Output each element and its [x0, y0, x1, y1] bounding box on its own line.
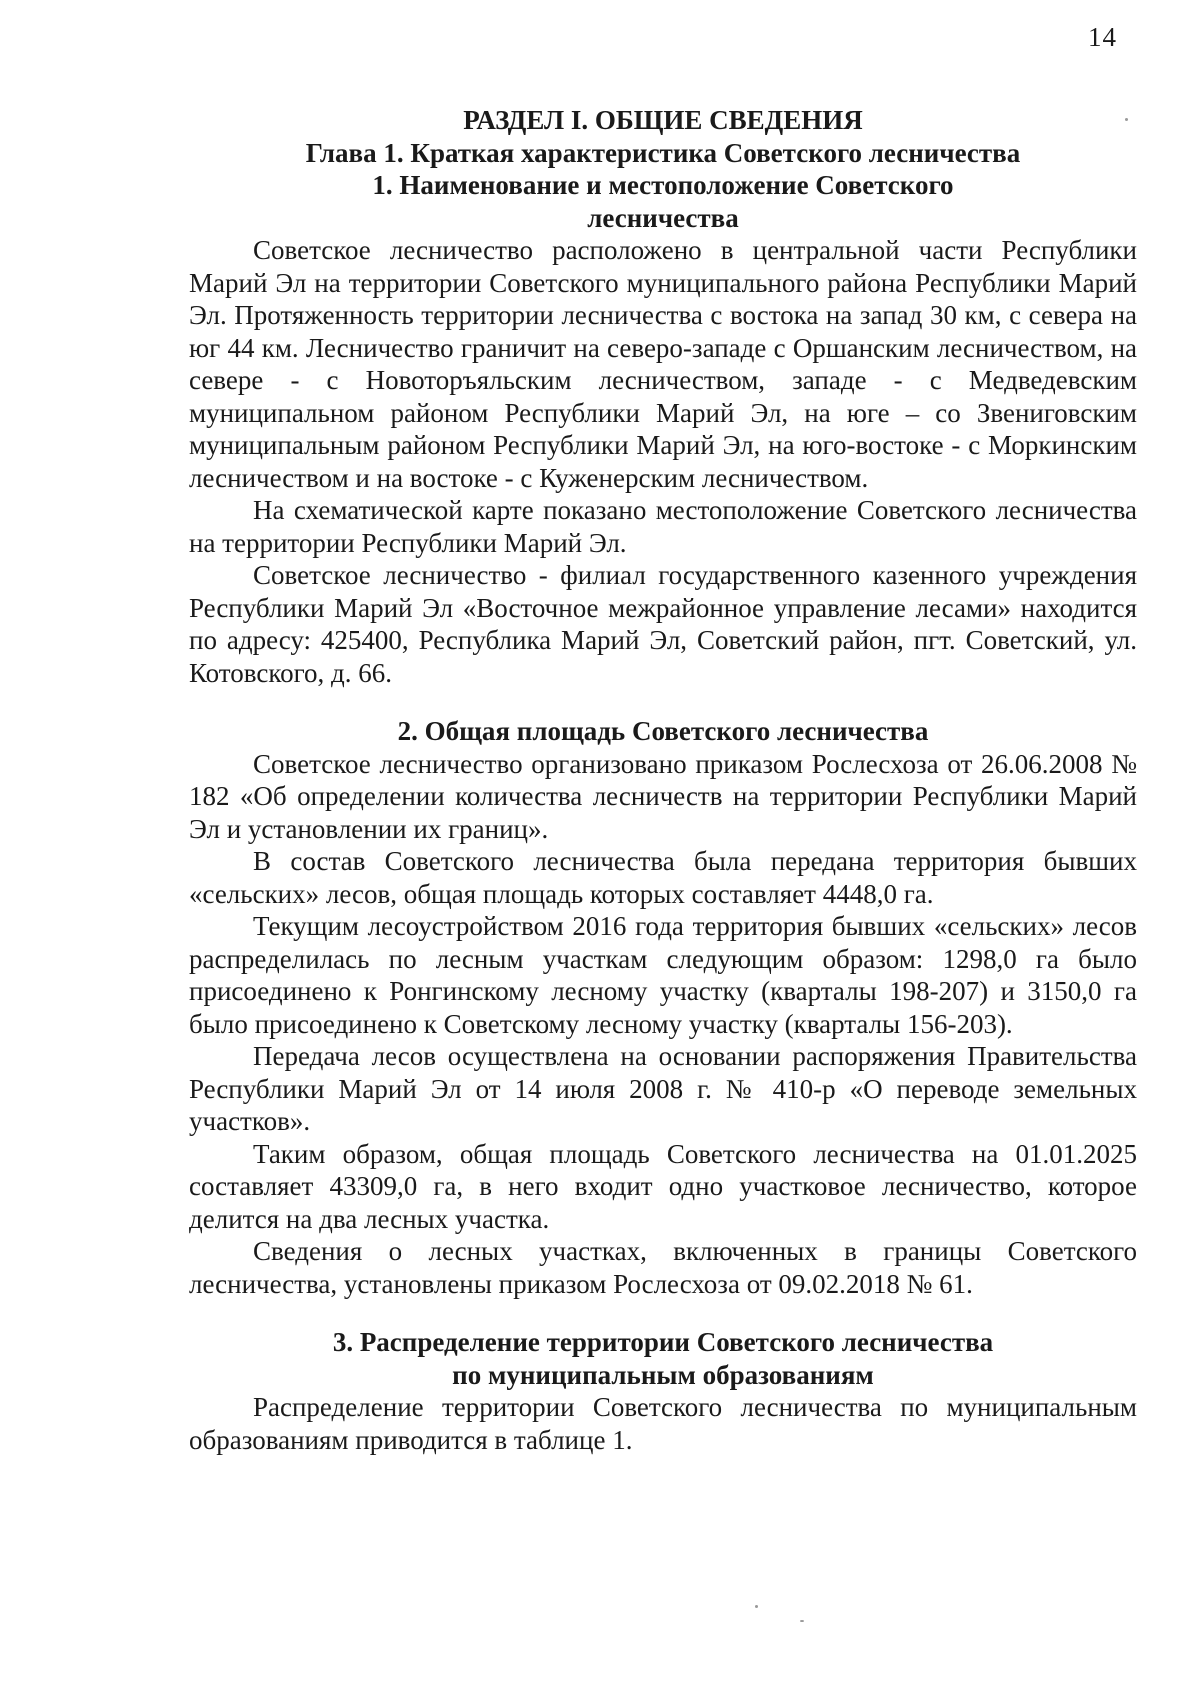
paragraph-total-area: Таким образом, общая площадь Советского лесничества на 01.01.2025 составляет 43309,0 га, в него входит одно участковое лесничество, которое делится на два лесных участка. [189, 1138, 1137, 1234]
paragraph-municipal-distribution: Распределение территории Советского лесничества по муниципальным образованиям приводится в таблице 1. [189, 1392, 1137, 1455]
paragraph-transfer: Передача лесов осуществлена на основании распоряжения Правительства Республики Марий Эл от 14 июля 2008 г. № 410-р «О переводе земельных участков». [189, 1041, 1137, 1136]
subsection-1-heading-line-2: лесничества [587, 202, 739, 233]
document-body [189, 104, 1137, 1456]
subsection-2-heading: 2. Общая площадь Советского лесничества [397, 716, 929, 746]
paragraph-distribution: Текущим лесоустройством 2016 года территория бывших «сельских» лесов распределилась по лесным участкам следующим образом: 1298,0 га было присоединено к Ронгинскому лесному участку (кварталы 198-207) и 3150,0 га было присоединено к Советскому лесному участку (кварталы 156-203). [189, 911, 1137, 1039]
subsection-1-heading-line-1: 1. Наименование и местоположение Советского [372, 170, 954, 200]
scan-speck [800, 1620, 804, 1622]
chapter-heading: Глава 1. Краткая характеристика Советского лесничества [305, 137, 1021, 168]
scan-speck [755, 1605, 758, 1608]
paragraph-address: Советское лесничество - филиал государственного казенного учреждения Республики Марий Эл «Восточное межрайонное управление лесами» находится по адресу: 425400, Республика Марий Эл, Советский район, пгт. Советский, ул. Котовского, д. 66. [189, 560, 1137, 688]
paragraph-organization: Советское лесничество организовано приказом Рослесхоза от 26.06.2008 № 182 «Об определении количества лесничеств на территории Республики Марий Эл и установлении их границ». [189, 748, 1137, 844]
subsection-3-heading-line-2: по муниципальным образованиям [452, 1359, 874, 1390]
paragraph-location: Советское лесничество расположено в центральной части Республики Марий Эл на территории Советского муниципального района Республики Марий Эл. Протяженность территории лесничества с востока на запад 30 км, с севера на юг 44 км. Лесничество граничит на северо-западе с Оршанским лесничеством, на севере - с Новоторъяльским лесничеством, западе - с Медведевским муниципальном районом Республики Марий Эл, на юге – со Звениговским муниципальным районом Республики Марий Эл, на юго-востоке - с Моркинским лесничеством и на востоке - с Куженерским лесничеством. [189, 235, 1137, 493]
paragraph-map-note: На схематической карте показано местоположение Советского лесничества на территории Республики Марий Эл. [189, 495, 1137, 558]
paragraph-boundaries: Сведения о лесных участках, включенных в границы Советского лесничества, установлены приказом Рослесхоза от 09.02.2018 № 61. [189, 1236, 1137, 1299]
scan-speck [1125, 118, 1128, 121]
subsection-3-heading-line-1: 3. Распределение территории Советского лесничества [332, 1327, 994, 1357]
section-heading: РАЗДЕЛ I. ОБЩИЕ СВЕДЕНИЯ [463, 105, 863, 135]
page-number: 14 [1088, 22, 1117, 52]
paragraph-rural-forests: В состав Советского лесничества была передана территория бывших «сельских» лесов, общая площадь которых составляет 4448,0 га. [189, 846, 1137, 909]
